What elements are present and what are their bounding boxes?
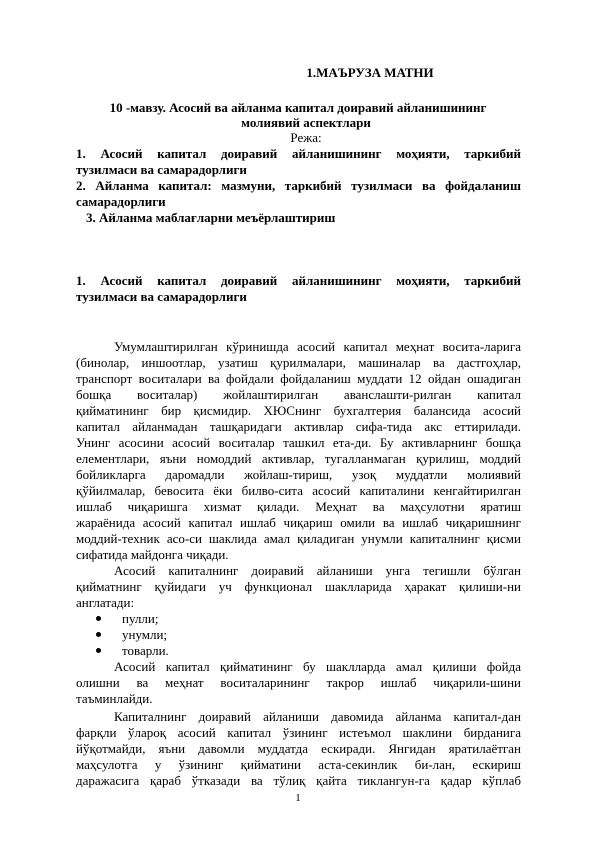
paragraph-2-line-2: қийматнинг қуйидаги уч функционал шаклларида ҳаракат қилиши-ни bbox=[76, 579, 521, 594]
paragraph-1-line-5: қийматининг бир қисмидир. ХЮСнинг бухгалтерия балансида асосий bbox=[76, 403, 521, 418]
plan-item-2-line-2: самарадорлиги bbox=[76, 194, 166, 209]
bullet-item-text: товарли. bbox=[122, 643, 169, 658]
paragraph-1-line-8: елементлари, яъни номоддий активлар, тугалланмаган қурилиш, моддий bbox=[76, 451, 521, 466]
paragraph-1-line-13: моддий-техник асо-си шаклида амал қиладиган унумли капиталнинг қисми bbox=[76, 531, 521, 546]
plan-item-1-line-2: тузилмаси ва самарадорлиги bbox=[76, 162, 247, 177]
paragraph-1-line-3: транспорт воситалари ва фойдали фойдаланиш муддати 12 ойдан ошадиган bbox=[76, 371, 521, 386]
paragraph-3-line-3: таъминлайди. bbox=[76, 691, 153, 706]
section-heading-line-2: тузилмаси ва самарадорлиги bbox=[76, 289, 247, 304]
topic-heading-line-2: молиявий аспектлари bbox=[241, 115, 371, 130]
paragraph-1-line-14: сифатида майдонга чиқади. bbox=[76, 547, 229, 562]
plan-item-3: 3. Айланма маблағларни меъёрлаштириш bbox=[86, 210, 336, 225]
paragraph-1-line-4: бошқа воситалар) жойлаштирилган аванслашти-рилган капитал bbox=[76, 387, 521, 402]
paragraph-1-line-7: Унинг асосини асосий воситалар ташкил ета-ди. Бу активларнинг бошқа bbox=[76, 435, 521, 450]
paragraph-3-line-1: Асосий капитал қийматининг бу шаклларда амал қилиши фойда bbox=[114, 659, 521, 674]
bullet-dot-icon bbox=[96, 616, 101, 621]
paragraph-3-line-2: олишни ва меҳнат воситаларининг такрор ишлаб чиқарили-шини bbox=[76, 675, 521, 690]
paragraph-1-line-10: қўйилмалар, бевосита ёки билво-сита асосий капиталини кенгайтирилган bbox=[76, 483, 521, 498]
bullet-item-text: пулли; bbox=[122, 611, 159, 626]
paragraph-4-line-1: Капиталнинг доиравий айланиши давомида айланма капитал-дан bbox=[114, 709, 521, 724]
bullet-item-text: унумли; bbox=[122, 627, 168, 642]
paragraph-1-line-9: бойликларга даромадли жойлаш-тириш, узоқ муддатли молиявий bbox=[76, 467, 521, 482]
paragraph-4-line-2: фарқли ўлароқ асосий капитал ўзининг истеъмол шаклини бирданига bbox=[76, 725, 521, 740]
paragraph-1-line-12: жараёнида асосий капитал ишлаб чиқариш омили ва ишлаб чиқаришнинг bbox=[76, 515, 521, 530]
paragraph-1-line-2: (бинолар, иншоотлар, узатиш қурилмалари, машиналар ва дастгоҳлар, bbox=[76, 355, 521, 370]
topic-heading-line-1: 10 -мавзу. Асосий ва айланма капитал доиравий айланишининг bbox=[109, 100, 487, 115]
paragraph-4-line-4: маҳсулотга у ўзининг қийматини аста-секинлик би-лан, ескириш bbox=[76, 757, 521, 772]
page-number: 1 bbox=[295, 792, 301, 804]
paragraph-2-line-1: Асосий капиталнинг доиравий айланиши унга тегишли бўлган bbox=[114, 563, 521, 578]
paragraph-1-line-11: ишлаб чиқаришга хизмат қилади. Меҳнат ва маҳсулотни яратиш bbox=[76, 499, 521, 514]
plan-item-2-line-1: 2. Айланма капитал: мазмуни, таркибий тузилмаси ва фойдаланиш bbox=[76, 178, 521, 193]
bullet-dot-icon bbox=[96, 632, 101, 637]
paragraph-4-line-5: даражасига қараб ўтказади ва тўлиқ қайта тиклангун-га қадар кўплаб bbox=[76, 773, 521, 788]
plan-label: Режа: bbox=[290, 130, 322, 145]
paragraph-4-line-3: йўқотмайди, яъни давомли муддатда ескиради. Янгидан яратилаётган bbox=[76, 741, 521, 756]
paragraph-2-line-3: англатади: bbox=[76, 595, 135, 610]
plan-item-1-line-1: 1. Асосий капитал доиравий айланишининг моҳияти, таркибий bbox=[76, 146, 521, 161]
section-heading-line-1: 1. Асосий капитал доиравий айланишининг моҳияти, таркибий bbox=[76, 273, 521, 288]
bullet-dot-icon bbox=[96, 648, 101, 653]
document-title: 1.МАЪРУЗА МАТНИ bbox=[306, 65, 434, 80]
paragraph-1-line-1: Умумлаштирилган кўринишда асосий капитал меҳнат восита-ларига bbox=[114, 339, 521, 354]
paragraph-1-line-6: капитал айланмадан ташқаридаги активлар сифа-тида акс еттирилади. bbox=[76, 419, 521, 434]
